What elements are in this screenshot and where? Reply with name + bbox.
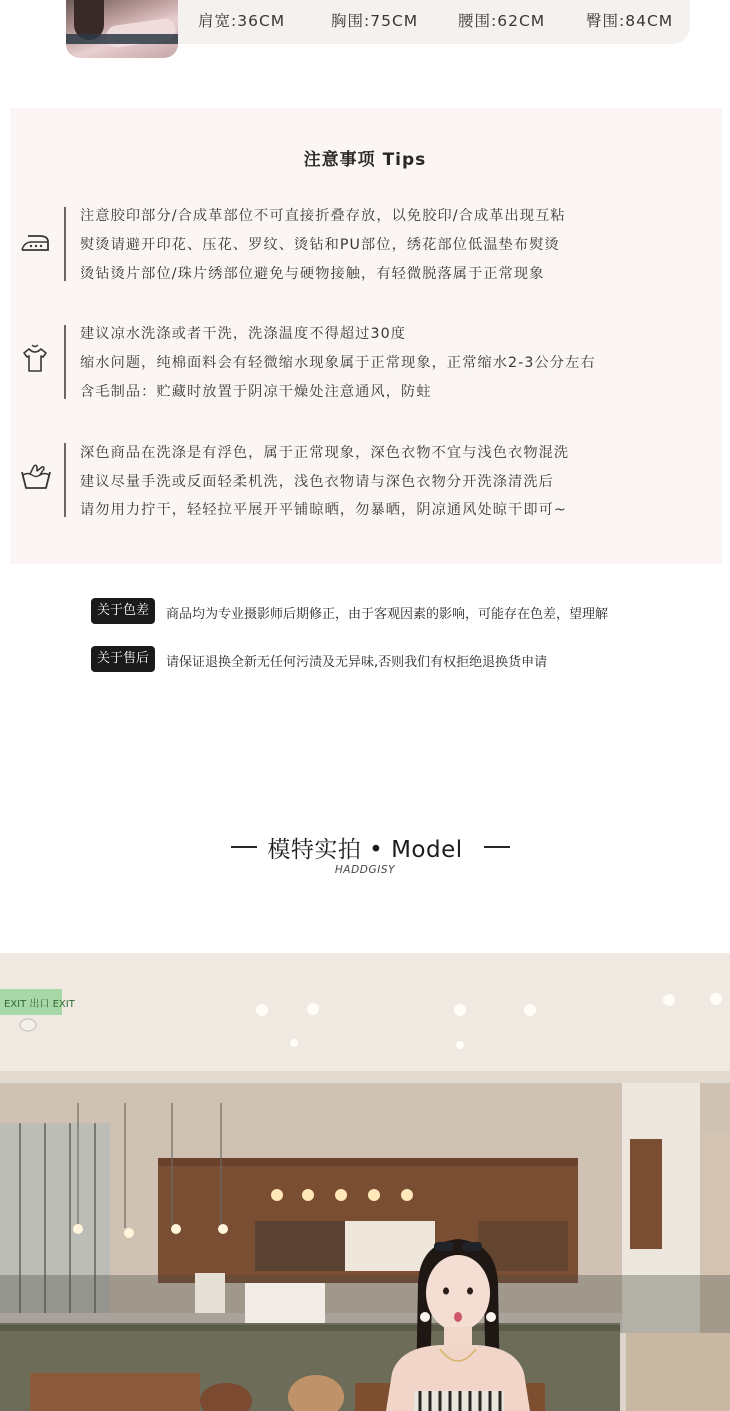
size-bust: 胸围:75CM [331,12,419,30]
after-sales-tag: 关于售后 [91,646,155,672]
after-sales-text: 请保证退换全新无任何污渍及无异味,否则我们有权拒绝退换货申请 [166,655,548,670]
color-diff-tag: 关于色差 [91,598,155,624]
iron-icon [20,228,50,258]
handwash-icon [20,462,50,492]
tip-line: 请勿用力拧干，轻轻拉平展开平铺晾晒，勿暴晒，阴凉通风处晾干即可~ [80,502,567,518]
tip-line: 建议凉水洗涤或者干洗，洗涤温度不得超过30度 [80,326,407,342]
tip-line: 熨烫请避开印花、压花、罗纹、烫钻和PU部位，绣花部位低温垫布熨烫 [80,237,560,253]
tip-line: 烫钻烫片部位/珠片绣部位避免与硬物接触，有轻微脱落属于正常现象 [80,266,545,282]
model-section-subtitle: HADDGISY [334,864,396,876]
size-waist: 腰围:62CM [458,12,546,30]
tip-divider [64,207,66,281]
thumb-arm [105,17,177,49]
tip-line: 含毛制品：贮藏时放置于阴凉干燥处注意通风，防蛀 [80,384,432,400]
thumb-bike-frame [66,34,178,44]
exit-sign-text: EXIT 出口 EXIT [4,999,75,1010]
size-hip: 臀围:84CM [586,12,674,30]
model-photo [0,953,730,1411]
tip-line: 缩水问题，纯棉面料会有轻微缩水现象属于正常现象，正常缩水2-3公分左右 [80,355,596,371]
tip-line: 深色商品在洗涤是有浮色，属于正常现象，深色衣物不宜与浅色衣物混洗 [80,445,570,461]
tip-line: 建议尽量手洗或反面轻柔机洗，浅色衣物请与深色衣物分开洗涤清洗后 [80,474,554,490]
color-diff-text: 商品均为专业摄影师后期修正，由于客观因素的影响，可能存在色差，望理解 [166,607,609,622]
title-dash-right [484,846,510,848]
tip-divider [64,325,66,399]
size-shoulder: 肩宽:36CM [198,12,286,30]
model-section-title: 模特实拍 • Model [267,837,463,863]
shirt-icon [20,344,50,374]
cafe-scene [0,953,730,1411]
tip-line: 注意胶印部分/合成革部位不可直接折叠存放，以免胶印/合成革出现互粘 [80,208,566,224]
tip-divider [64,443,66,517]
tips-title: 注意事项 Tips [303,150,427,170]
product-thumbnail [66,0,178,58]
